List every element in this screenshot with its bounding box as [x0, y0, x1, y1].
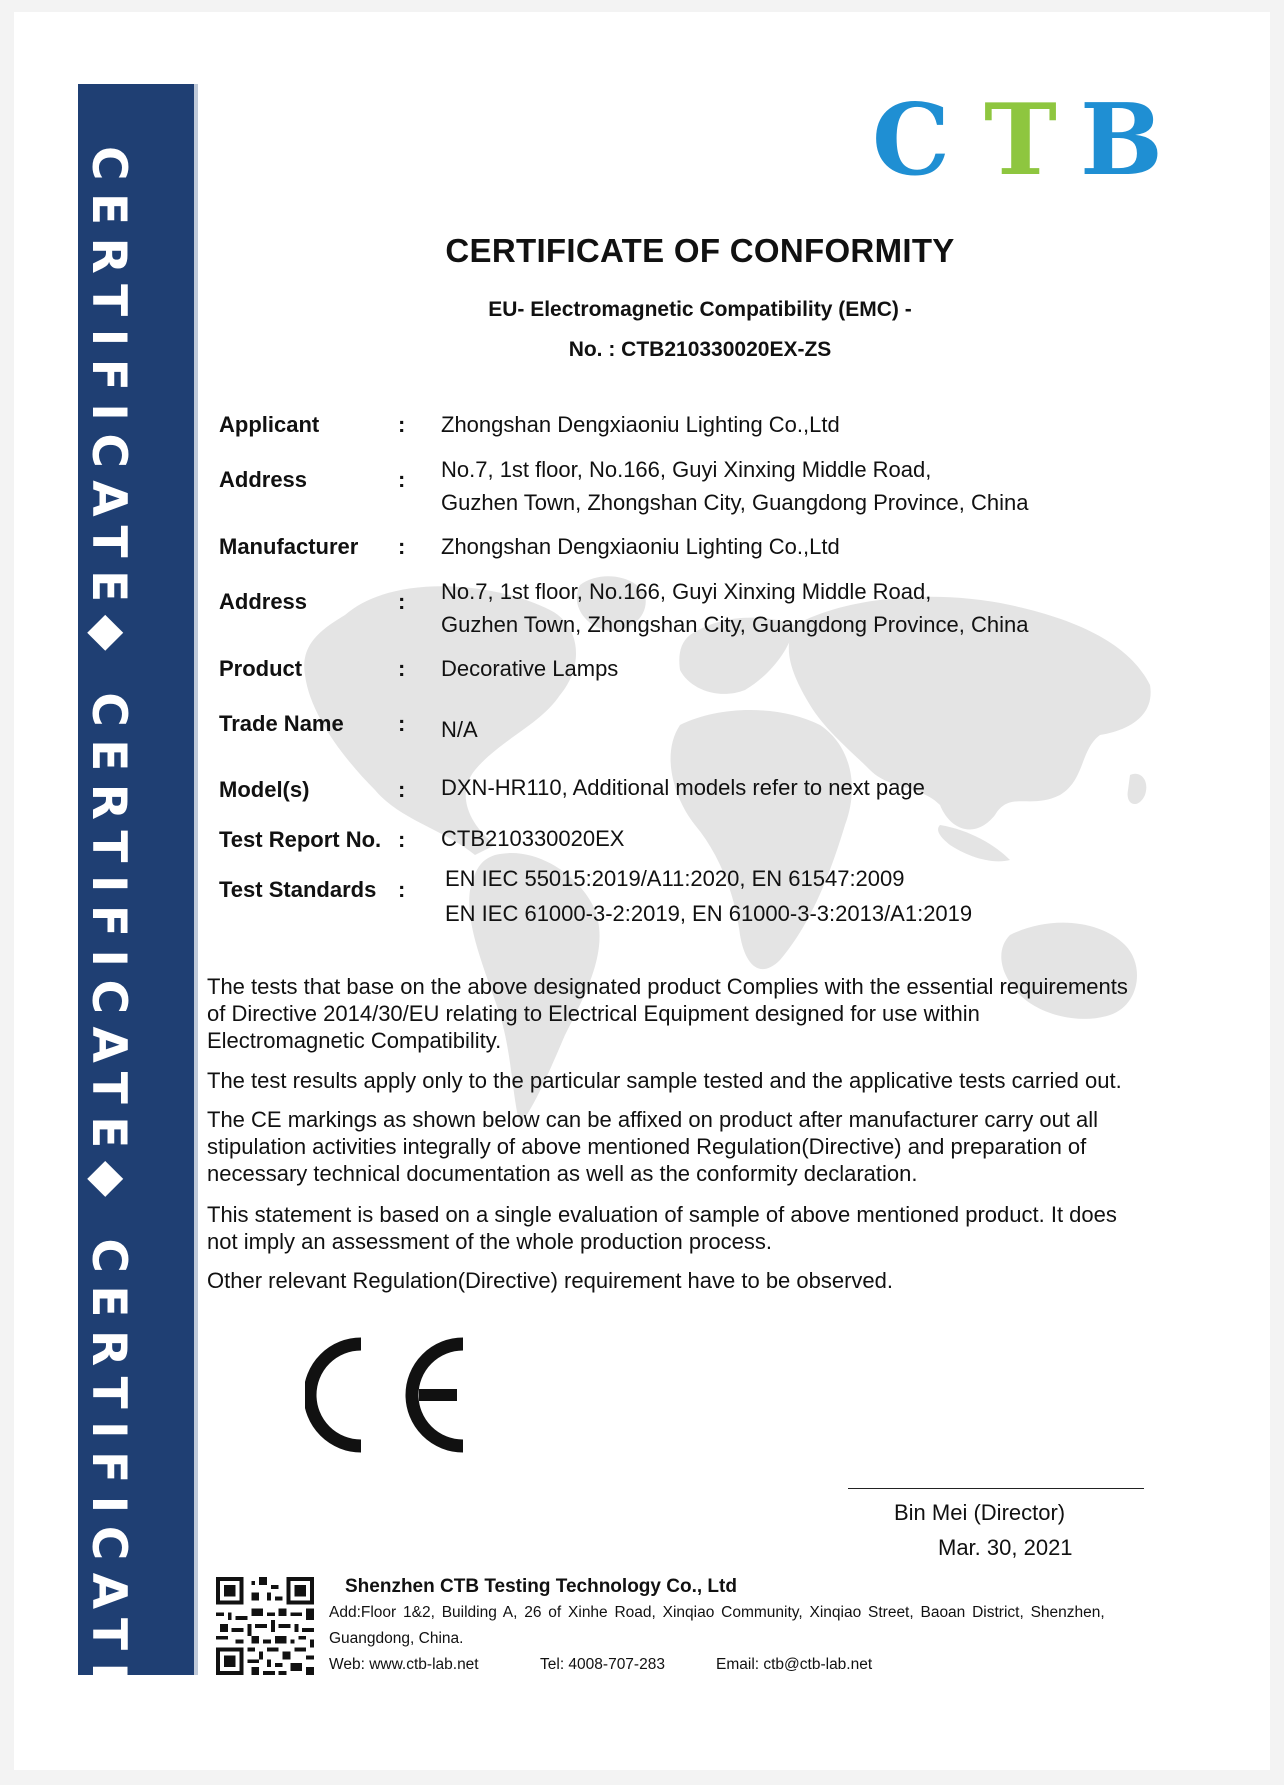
footer-address-continued: Guangdong, China.: [329, 1630, 464, 1647]
value-applicant: [441, 408, 840, 441]
value-test-standards: [445, 861, 972, 931]
paragraph-line: The CE markings as shown below can be affixed on product after manufacturer carry out all: [207, 1107, 1099, 1132]
value-test-report-no: [441, 822, 624, 855]
ctb-logo: [872, 96, 1184, 186]
value-line: Guzhen Town, Zhongshan City, Guangdong Province, China: [441, 612, 1029, 637]
colon: :: [398, 827, 406, 852]
signature-line: [848, 1488, 1144, 1489]
value-line: No.7, 1st floor, No.166, Guyi Xinxing Middle Road,: [441, 579, 932, 604]
label-manufacturer: Manufacturer: [219, 534, 359, 559]
label-test-report-no: Test Report No.: [219, 827, 382, 852]
signature-date: Mar. 30, 2021: [938, 1535, 1073, 1560]
value-models: [441, 771, 925, 804]
logo-letter-t: T: [984, 96, 1057, 186]
value-line: DXN-HR110, Additional models refer to next page: [441, 775, 925, 800]
logo-letter-b: B: [1080, 96, 1163, 186]
value-applicant-address: [441, 453, 1028, 519]
sidebar-certificate-text: CERTIFICATE◆ CERTIFICATE◆ CERTIFICATE: [81, 146, 136, 1708]
statement-paragraph: [207, 1106, 1207, 1187]
value-manufacturer: [441, 530, 840, 563]
value-line: CTB210330020EX: [441, 826, 625, 851]
ce-mark: [305, 1336, 470, 1454]
paragraph-line: stipulation activities integrally of above mentioned Regulation(Directive) and preparation of: [207, 1134, 1087, 1159]
colon: :: [398, 877, 406, 902]
paragraph-line: This statement is based on a single evaluation of sample of above mentioned product. It does: [207, 1202, 1117, 1227]
statement-paragraph: [207, 1067, 1207, 1094]
footer-email[interactable]: Email: ctb@ctb-lab.net: [716, 1656, 873, 1673]
paragraph-line: Electromagnetic Compatibility.: [207, 1028, 502, 1053]
label-models: Model(s): [219, 777, 310, 802]
signatory-name: Bin Mei (Director): [894, 1500, 1066, 1525]
value-line: Zhongshan Dengxiaoniu Lighting Co.,Ltd: [441, 412, 840, 437]
footer-tel: Tel: 4008-707-283: [540, 1656, 665, 1673]
value-trade-name: [441, 713, 478, 746]
value-product: [441, 652, 618, 685]
colon: :: [398, 656, 406, 681]
paragraph-line: of Directive 2014/30/EU relating to Electrical Equipment designed for use within: [207, 1001, 980, 1026]
paragraph-line: The tests that base on the above designated product Complies with the essential requirements: [207, 974, 1128, 999]
value-line: Guzhen Town, Zhongshan City, Guangdong Province, China: [441, 490, 1029, 515]
label-product: Product: [219, 656, 303, 681]
paragraph-line: Other relevant Regulation(Directive) requirement have to be observed.: [207, 1268, 894, 1293]
label-applicant: Applicant: [219, 412, 320, 437]
value-line: Zhongshan Dengxiaoniu Lighting Co.,Ltd: [441, 534, 840, 559]
footer-company-name: Shenzhen CTB Testing Technology Co., Ltd: [345, 1576, 737, 1597]
statement-paragraph: [207, 973, 1207, 1054]
value-line: N/A: [441, 717, 478, 742]
statement-paragraph: [207, 1201, 1207, 1255]
paragraph-line: necessary technical documentation as well as the conformity declaration.: [207, 1161, 918, 1186]
logo-letter-c: C: [872, 96, 950, 186]
colon: :: [398, 711, 406, 736]
value-line: EN IEC 55015:2019/A11:2020, EN 61547:2009: [445, 866, 905, 891]
paragraph-line: The test results apply only to the particular sample tested and the applicative tests carried out.: [207, 1068, 1122, 1093]
paragraph-line: not imply an assessment of the whole production process.: [207, 1229, 772, 1254]
footer-web[interactable]: Web: www.ctb-lab.net: [329, 1656, 479, 1673]
certificate-number: No. : CTB210330020EX-ZS: [568, 338, 832, 361]
certificate-subtitle: EU- Electromagnetic Compatibility (EMC) -: [488, 298, 912, 321]
certificate-title: CERTIFICATE OF CONFORMITY: [445, 232, 955, 269]
colon: :: [398, 589, 406, 614]
value-line: Decorative Lamps: [441, 656, 619, 681]
footer-address: Add:Floor 1&2, Building A, 26 of Xinhe Road, Xinqiao Community, Xinqiao Street, Baoan District, Shenzhen,: [329, 1604, 1105, 1621]
colon: :: [398, 534, 406, 559]
label-test-standards: Test Standards: [219, 877, 377, 902]
label-manufacturer-address: Address: [219, 589, 308, 614]
label-applicant-address: Address: [219, 467, 308, 492]
qr-code: [216, 1577, 314, 1675]
value-manufacturer-address: [441, 575, 1028, 641]
statement-paragraph: [207, 1267, 1207, 1294]
value-line: EN IEC 61000-3-2:2019, EN 61000-3-3:2013/A1:2019: [445, 901, 973, 926]
colon: :: [398, 467, 406, 492]
label-trade-name: Trade Name: [219, 711, 344, 736]
colon: :: [398, 777, 406, 802]
value-line: No.7, 1st floor, No.166, Guyi Xinxing Middle Road,: [441, 457, 932, 482]
colon: :: [398, 412, 406, 437]
